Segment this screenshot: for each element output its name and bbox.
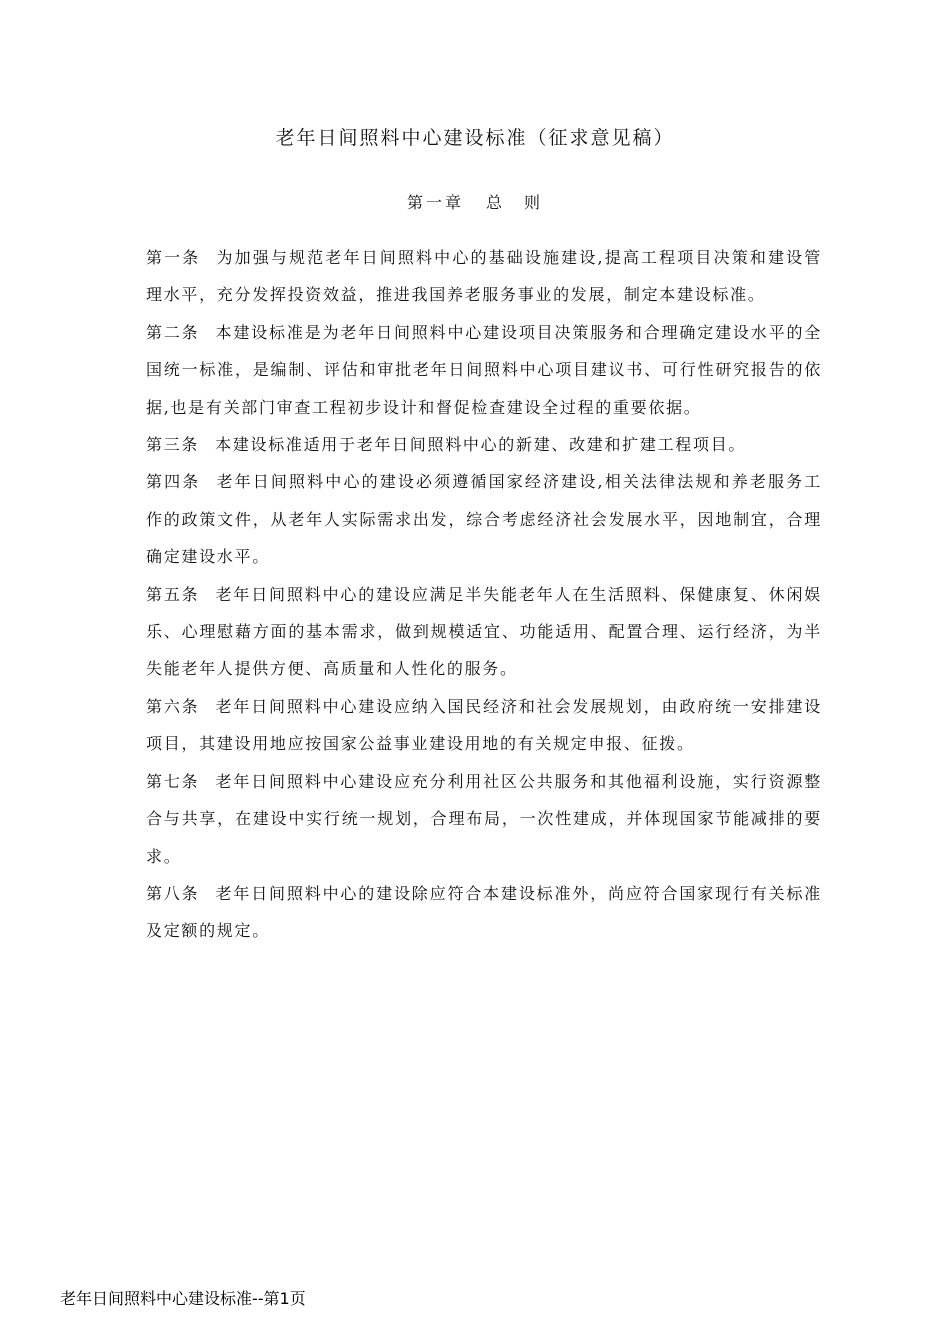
article-number: 第六条 <box>146 696 200 716</box>
article-list <box>146 239 822 950</box>
article-8 <box>146 875 822 950</box>
article-number: 第五条 <box>146 584 200 604</box>
article-3 <box>146 426 822 463</box>
article-number: 第三条 <box>146 435 200 455</box>
article-text: 为加强与规范老年日间照料中心的基础设施建设,提高工程项目决策和建设管理水平，充分发挥投资效益，推进我国养老服务事业的发展，制定本建设标准。 <box>146 248 822 305</box>
chapter-heading <box>0 190 950 213</box>
article-number: 第八条 <box>146 883 200 903</box>
article-text: 老年日间照料中心建设应充分利用社区公共服务和其他福利设施，实行资源整合与共享，在建设中实行统一规划，合理布局，一次性建成，并体现国家节能减排的要求。 <box>146 771 822 866</box>
article-text: 本建设标准是为老年日间照料中心建设项目决策服务和合理确定建设水平的全国统一标准，是编制、评估和审批老年日间照料中心项目建议书、可行性研究报告的依据,也是有关部门审查工程初步设计和督促检查建设全过程的重要依据。 <box>146 322 822 417</box>
article-7 <box>146 763 822 875</box>
article-6 <box>146 688 822 763</box>
article-text: 本建设标准适用于老年日间照料中心的新建、改建和扩建工程项目。 <box>215 435 747 455</box>
chapter-name: 总 则 <box>486 193 544 212</box>
article-number: 第七条 <box>146 771 200 791</box>
chapter-label: 第一章 <box>406 193 464 212</box>
article-text: 老年日间照料中心的建设应满足半失能老年人在生活照料、保健康复、休闲娱乐、心理慰藉方面的基本需求，做到规模适宜、功能适用、配置合理、运行经济，为半失能老年人提供方便、高质量和人性化的服务。 <box>146 584 822 679</box>
article-number: 第四条 <box>146 472 201 492</box>
article-number: 第二条 <box>146 322 200 342</box>
article-1 <box>146 239 822 314</box>
article-text: 老年日间照料中心的建设必须遵循国家经济建设,相关法律法规和养老服务工作的政策文件，从老年人实际需求出发，综合考虑经济社会发展水平，因地制宜，合理确定建设水平。 <box>146 472 822 567</box>
article-text: 老年日间照料中心的建设除应符合本建设标准外，尚应符合国家现行有关标准及定额的规定。 <box>146 883 822 941</box>
document-title: 老年日间照料中心建设标准（征求意见稿） <box>275 127 675 149</box>
article-4 <box>146 463 822 575</box>
article-2 <box>146 314 822 426</box>
page-footer: 老年日间照料中心建设标准--第1页 <box>60 1289 306 1308</box>
article-text: 老年日间照料中心建设应纳入国民经济和社会发展规划，由政府统一安排建设项目，其建设用地应按国家公益事业建设用地的有关规定申报、征拨。 <box>146 696 822 754</box>
article-5 <box>146 576 822 688</box>
article-number: 第一条 <box>146 248 201 267</box>
